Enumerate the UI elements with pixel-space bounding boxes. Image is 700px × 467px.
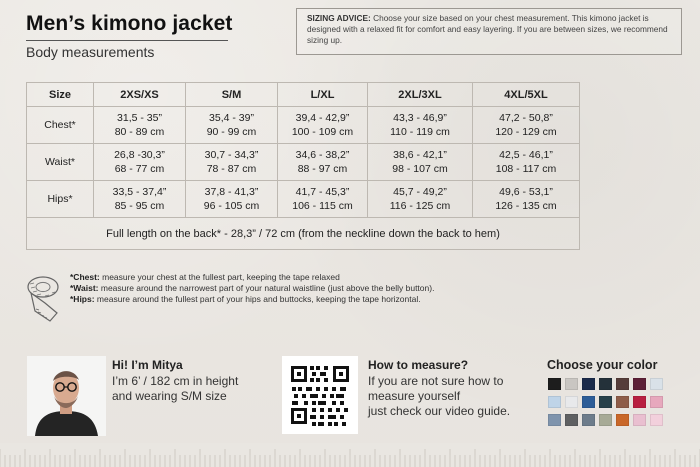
measurement-legend bbox=[70, 272, 520, 304]
color-swatch[interactable] bbox=[633, 378, 646, 390]
chest-cm-value: 80 - 89 cm bbox=[114, 126, 165, 138]
chest-cm-value: 100 - 109 cm bbox=[291, 126, 354, 138]
color-swatch[interactable] bbox=[582, 414, 595, 426]
size-table bbox=[26, 82, 580, 250]
table-cell bbox=[94, 181, 186, 218]
size-column-header: 2XL/3XL bbox=[368, 83, 473, 107]
table-cell bbox=[473, 107, 580, 144]
table-cell bbox=[278, 144, 368, 181]
size-column-header: L/XL bbox=[278, 83, 368, 107]
full-length-text: Full length on the back* - 28,3” / 72 cm (from the neckline down the back to hem) bbox=[27, 218, 580, 250]
color-swatch[interactable] bbox=[616, 378, 629, 390]
color-swatch[interactable] bbox=[548, 378, 561, 390]
color-swatch[interactable] bbox=[565, 414, 578, 426]
hips-cm-value: 96 - 105 cm bbox=[203, 200, 260, 212]
measuring-ruler-strip bbox=[0, 443, 700, 467]
page-title: Men’s kimono jacket bbox=[26, 12, 233, 35]
chest-row-label: Chest* bbox=[27, 107, 94, 144]
color-swatch[interactable] bbox=[582, 378, 595, 390]
size-column-header: 2XS/XS bbox=[94, 83, 186, 107]
table-cell bbox=[473, 181, 580, 218]
table-row bbox=[27, 181, 580, 218]
measure-guide-line: just check our video guide. bbox=[368, 404, 511, 418]
table-cell bbox=[473, 144, 580, 181]
color-swatch[interactable] bbox=[548, 396, 561, 408]
size-column-header: 4XL/5XL bbox=[473, 83, 580, 107]
waist-inch-value: 34,6 - 38,2” bbox=[295, 149, 350, 161]
hips-inch-value: 33,5 - 37,4” bbox=[112, 186, 167, 198]
color-swatch[interactable] bbox=[633, 414, 646, 426]
waist-cm-value: 78 - 87 cm bbox=[206, 163, 257, 175]
waist-cm-value: 108 - 117 cm bbox=[495, 163, 557, 175]
model-height: I’m 6’ / 182 cm in height bbox=[112, 374, 239, 388]
chest-inch-value: 35,4 - 39” bbox=[209, 112, 254, 124]
size-column-header: S/M bbox=[186, 83, 278, 107]
waist-legend-text: measure around the narrowest part of your natural waistline (just above the belly button). bbox=[98, 282, 435, 293]
hips-legend-label: *Hips: bbox=[70, 293, 95, 304]
model-portrait-image bbox=[27, 356, 106, 436]
size-header-row bbox=[27, 83, 580, 107]
page-subtitle: Body measurements bbox=[26, 44, 155, 60]
color-swatch[interactable] bbox=[650, 396, 663, 408]
table-row bbox=[27, 107, 580, 144]
table-cell bbox=[186, 107, 278, 144]
chest-cm-value: 90 - 99 cm bbox=[206, 126, 257, 138]
measure-guide-line: measure yourself bbox=[368, 389, 461, 403]
chest-legend-text: measure your chest at the fullest part, keeping the tape relaxed bbox=[99, 272, 340, 282]
color-swatch[interactable] bbox=[616, 414, 629, 426]
color-picker-title: Choose your color bbox=[547, 358, 658, 372]
waist-inch-value: 26,8 -30,3” bbox=[114, 149, 165, 161]
size-table-container bbox=[26, 82, 579, 246]
waist-row-label: Waist* bbox=[27, 144, 94, 181]
color-swatch[interactable] bbox=[616, 396, 629, 408]
table-cell bbox=[186, 144, 278, 181]
waist-cm-value: 68 - 77 cm bbox=[114, 163, 165, 175]
color-swatch[interactable] bbox=[650, 414, 663, 426]
model-info bbox=[112, 358, 282, 404]
color-swatch[interactable] bbox=[599, 378, 612, 390]
sizing-advice-box bbox=[296, 8, 682, 55]
chest-inch-value: 31,5 - 35” bbox=[117, 112, 162, 124]
table-cell bbox=[186, 181, 278, 218]
color-swatch[interactable] bbox=[565, 378, 578, 390]
hips-legend-text: measure around the fullest part of your hips and buttocks, keeping the tape horizontal. bbox=[94, 293, 421, 304]
color-swatch[interactable] bbox=[650, 378, 663, 390]
title-underline bbox=[26, 40, 228, 41]
chest-inch-value: 43,3 - 46,9” bbox=[393, 112, 447, 124]
waist-legend-label: *Waist: bbox=[70, 282, 99, 293]
measure-guide-info bbox=[368, 358, 533, 419]
hips-cm-value: 126 - 135 cm bbox=[495, 200, 557, 212]
table-cell bbox=[278, 107, 368, 144]
table-cell bbox=[368, 144, 473, 181]
hips-cm-value: 116 - 125 cm bbox=[389, 200, 451, 212]
qr-code-box[interactable] bbox=[282, 356, 358, 434]
full-length-row bbox=[27, 218, 580, 250]
waist-legend-line bbox=[70, 283, 520, 294]
chest-inch-value: 47,2 - 50,8” bbox=[499, 112, 553, 124]
model-size: and wearing S/M size bbox=[112, 389, 227, 403]
chest-legend-line bbox=[70, 272, 520, 283]
hips-inch-value: 45,7 - 49,2” bbox=[393, 186, 447, 198]
hips-legend-line bbox=[70, 294, 520, 305]
waist-cm-value: 88 - 97 cm bbox=[297, 163, 348, 175]
sizing-advice-text: Choose your size based on your chest measurement. This kimono jacket is designed with a relaxed fit for comfort and easy layering. If you are between sizes, we recommend sizing up. bbox=[307, 13, 668, 45]
size-column-header: Size bbox=[27, 83, 94, 107]
qr-code-icon[interactable] bbox=[282, 356, 358, 434]
table-cell bbox=[94, 107, 186, 144]
table-cell bbox=[94, 144, 186, 181]
measuring-tape-icon bbox=[25, 271, 63, 323]
color-swatch[interactable] bbox=[565, 396, 578, 408]
color-swatch[interactable] bbox=[599, 414, 612, 426]
color-swatch[interactable] bbox=[633, 396, 646, 408]
hips-inch-value: 37,8 - 41,3” bbox=[204, 186, 259, 198]
hips-cm-value: 106 - 115 cm bbox=[292, 200, 353, 212]
waist-cm-value: 98 - 107 cm bbox=[392, 163, 448, 175]
color-swatch[interactable] bbox=[599, 396, 612, 408]
color-swatch-grid bbox=[548, 378, 664, 426]
chest-cm-value: 120 - 129 cm bbox=[495, 126, 557, 138]
chest-inch-value: 39,4 - 42,9” bbox=[295, 112, 350, 124]
waist-inch-value: 38,6 - 42,1” bbox=[393, 149, 447, 161]
hips-row-label: Hips* bbox=[27, 181, 94, 218]
waist-inch-value: 42,5 - 46,1” bbox=[499, 149, 553, 161]
measure-guide-line: If you are not sure how to bbox=[368, 374, 504, 388]
table-cell bbox=[278, 181, 368, 218]
table-cell bbox=[368, 107, 473, 144]
hips-cm-value: 85 - 95 cm bbox=[114, 200, 165, 212]
chest-cm-value: 110 - 119 cm bbox=[390, 126, 450, 138]
color-swatch[interactable] bbox=[548, 414, 561, 426]
table-cell bbox=[368, 181, 473, 218]
model-photo bbox=[27, 356, 106, 436]
waist-inch-value: 30,7 - 34,3” bbox=[204, 149, 259, 161]
color-swatch[interactable] bbox=[582, 396, 595, 408]
hips-inch-value: 41,7 - 45,3” bbox=[295, 186, 350, 198]
hips-inch-value: 49,6 - 53,1” bbox=[499, 186, 553, 198]
table-row bbox=[27, 144, 580, 181]
sizing-advice-label: SIZING ADVICE: bbox=[307, 13, 371, 23]
measure-guide-title: How to measure? bbox=[368, 358, 469, 372]
chest-legend-label: *Chest: bbox=[70, 272, 100, 282]
model-greeting: Hi! I’m Mitya bbox=[112, 358, 183, 372]
